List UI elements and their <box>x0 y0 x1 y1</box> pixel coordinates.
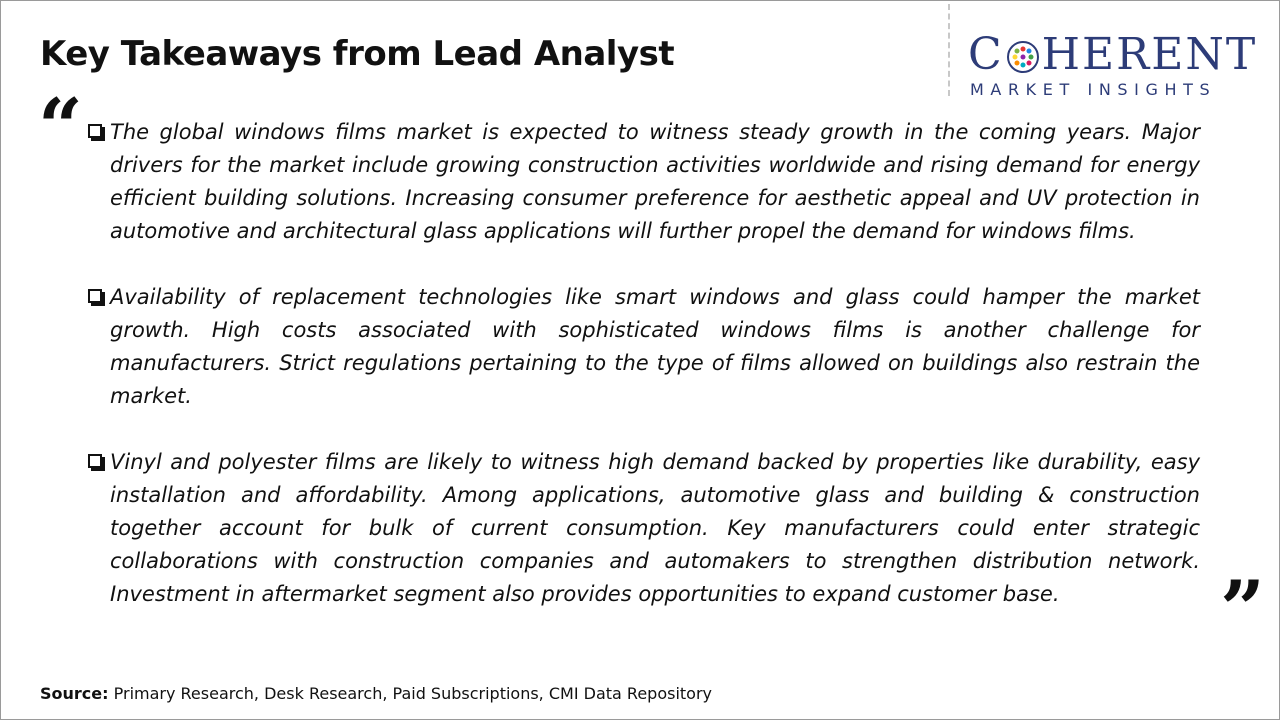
logo-letter-c: C <box>968 29 1004 80</box>
logo-dot-grid-icon <box>1005 36 1041 72</box>
logo-letters-herent: HERENT <box>1041 29 1258 80</box>
takeaway-text: The global windows films market is expected to witness steady growth in the coming years. Major drivers for the market include growing construction activities worldwide and rising demand for energy efficient building solutions. Increasing consumer preference for aesthetic appeal and UV protection in automotive and architectural glass applications will further propel the demand for windows films. <box>110 120 1200 243</box>
takeaway-item <box>86 116 1200 248</box>
logo-subtitle: MARKET INSIGHTS <box>970 80 1217 99</box>
checkbox-bullet-icon <box>88 289 102 303</box>
takeaway-item <box>86 281 1200 413</box>
logo-wordmark <box>968 30 1257 80</box>
takeaway-item <box>86 446 1200 611</box>
open-quote-icon: “ <box>38 82 83 173</box>
checkbox-bullet-icon <box>88 454 102 468</box>
close-quote-icon: ” <box>1220 564 1265 655</box>
source-label: Source: <box>40 684 109 703</box>
company-logo <box>968 30 1268 100</box>
takeaway-text: Availability of replacement technologies like smart windows and glass could hamper the market growth. High costs associated with sophisticated windows films is another challenge for manufacturers. Strict regulations pertaining to the type of films allowed on buildings also restrain the market. <box>110 285 1200 408</box>
page-title: Key Takeaways from Lead Analyst <box>40 34 675 74</box>
logo-divider <box>948 4 950 96</box>
source-text: Primary Research, Desk Research, Paid Subscriptions, CMI Data Repository <box>108 684 712 703</box>
source-note <box>40 684 712 703</box>
takeaway-text: Vinyl and polyester films are likely to witness high demand backed by properties like durability, easy installation and affordability. Among applications, automotive glass and building & construction together account for bulk of current consumption. Key manufacturers could enter strategic collaborations with construction companies and automakers to strengthen distribution network. Investment in aftermarket segment also provides opportunities to expand customer base. <box>110 450 1200 606</box>
checkbox-bullet-icon <box>88 124 102 138</box>
takeaways-list <box>86 116 1200 644</box>
